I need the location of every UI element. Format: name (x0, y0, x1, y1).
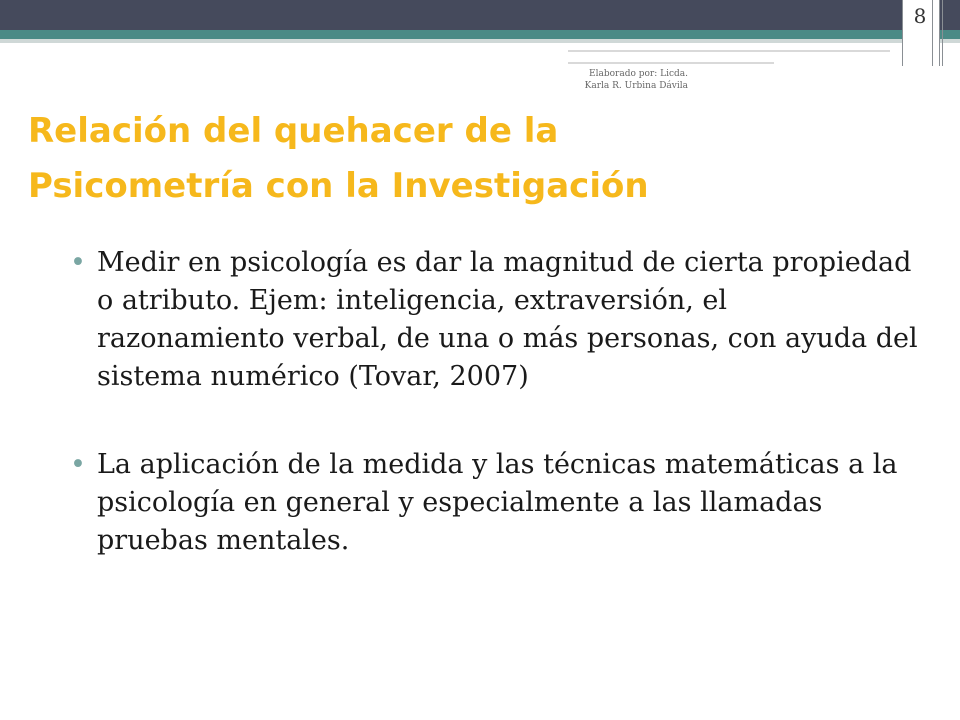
slide-title (28, 104, 888, 214)
bullet-text: Medir en psicología es dar la magnitud de cierta propiedad o atributo. Ejem: inteligencia, extraversión, el razonamiento verbal, de una o más personas, con ayuda del sistema numérico (Tovar, 2007) (97, 247, 918, 392)
slide-number: 8 (913, 4, 927, 28)
bullet-marker-icon: • (70, 247, 86, 278)
author-credit (568, 68, 688, 92)
bullet-list (60, 244, 920, 610)
bullet-text: La aplicación de la medida y las técnicas matemáticas a la psicología en general y especialmente a las llamadas pruebas mentales. (97, 449, 898, 556)
header-light-band (0, 39, 960, 43)
bullet-item (60, 244, 920, 396)
author-credit-line: Karla R. Urbina Dávila (584, 81, 688, 91)
bullet-marker-icon: • (70, 449, 86, 480)
author-credit-line: Elaborado por: Licda. (589, 69, 688, 79)
bullet-item (60, 446, 920, 560)
slide-title-line: Psicometría con la Investigación (28, 166, 649, 206)
header-accent-band (0, 30, 960, 39)
slide-title-line: Relación del quehacer de la (28, 111, 559, 151)
header-bar (0, 0, 960, 30)
header-rule (568, 62, 774, 64)
header-rule (568, 50, 890, 52)
corner-line (942, 0, 943, 66)
